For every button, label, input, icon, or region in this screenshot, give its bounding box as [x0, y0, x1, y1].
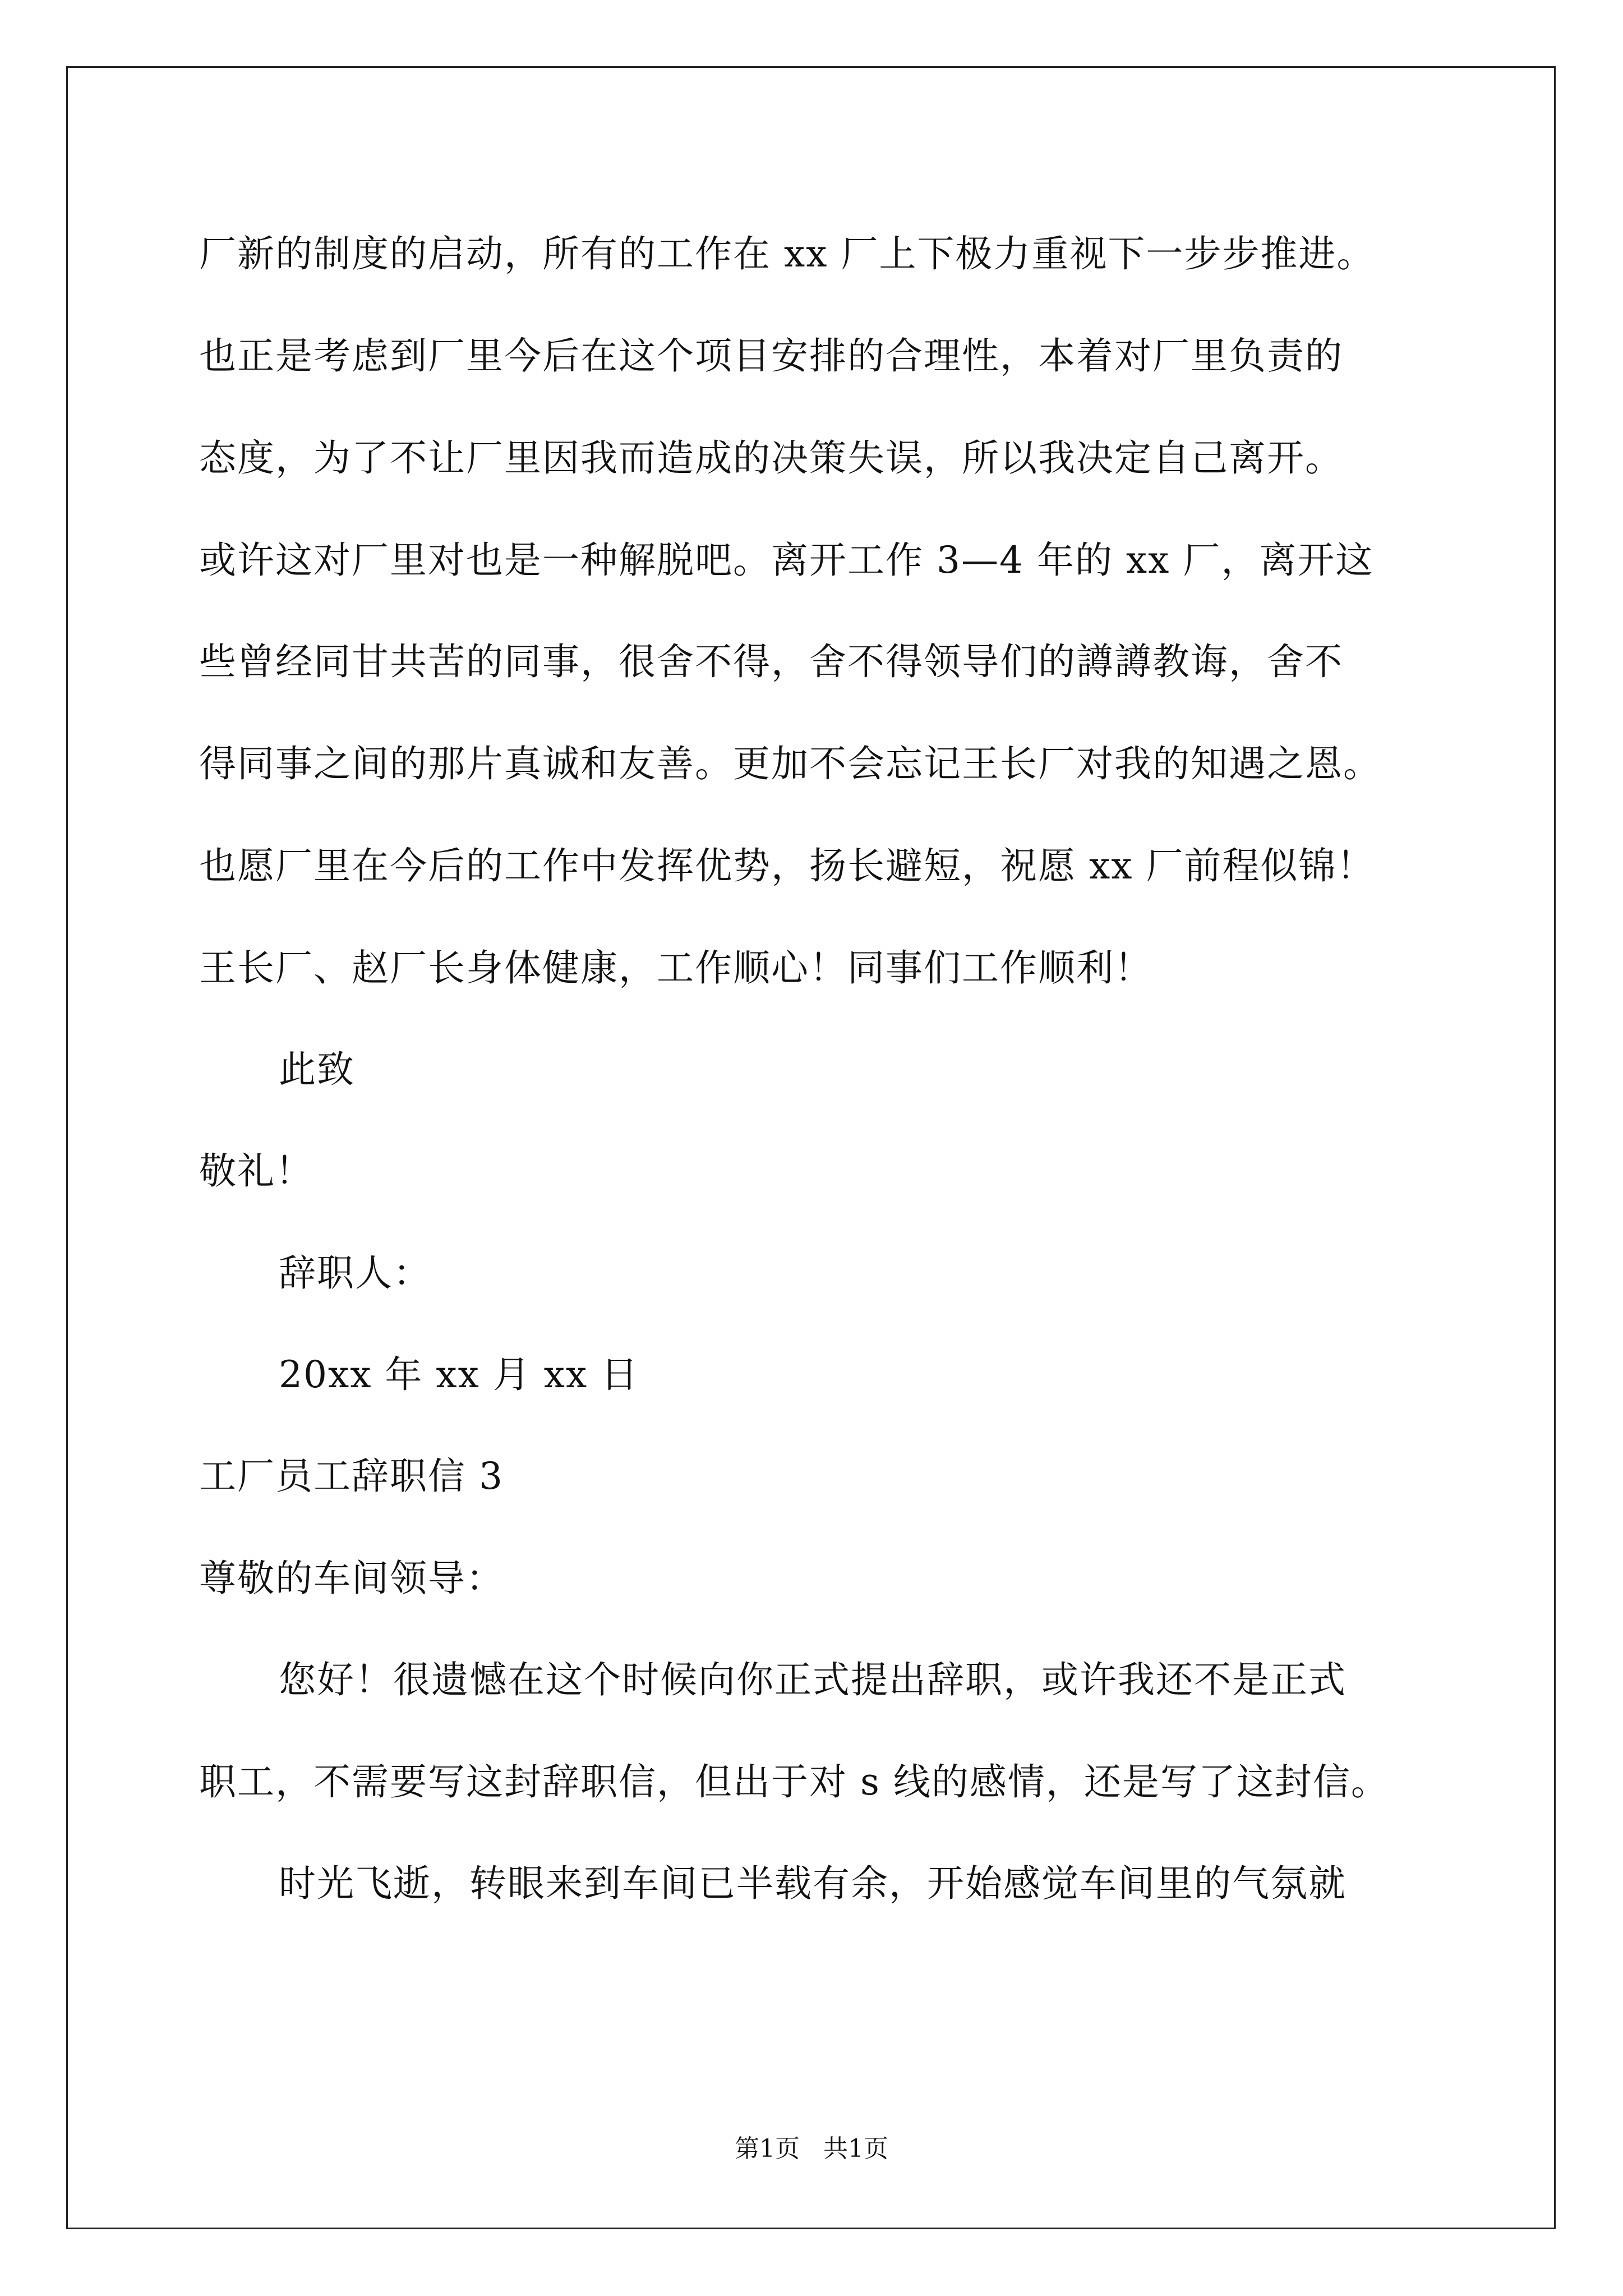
body-line: 也愿厂里在今后的工作中发挥优势，扬长避短，祝愿 xx 厂前程似锦！	[199, 844, 1375, 887]
date-text: 20xx 年 xx 月 xx 日	[279, 1353, 639, 1396]
salute-text: 敬礼！	[199, 1149, 313, 1193]
greeting-text: 尊敬的车间领导：	[199, 1557, 504, 1600]
letter-line: 您好！很遗憾在这个时候向你正式提出辞职，或许我还不是正式	[279, 1658, 1347, 1701]
body-line: 态度，为了不让厂里因我而造成的决策失误，所以我决定自己离开。	[199, 436, 1343, 480]
letter-line: 职工，不需要写这封辞职信，但出于对 s 线的感情，还是写了这封信。	[199, 1760, 1389, 1803]
body-line: 王长厂、赵厂长身体健康，工作顺心！同事们工作顺利！	[199, 946, 1152, 990]
body-line: 厂新的制度的启动，所有的工作在 xx 厂上下极力重视下一步步推进。	[199, 232, 1375, 275]
body-line: 或许这对厂里对也是一种解脱吧。离开工作 3—4 年的 xx 厂，离开这	[199, 539, 1374, 582]
body-line: 些曾经同甘共苦的同事，很舍不得，舍不得领导们的譐譐教诲，舍不	[199, 640, 1343, 683]
closing-text: 此致	[279, 1048, 355, 1091]
body-line: 得同事之间的那片真诚和友善。更加不会忘记王长厂对我的知遇之恩。	[199, 742, 1381, 785]
body-line: 也正是考虑到厂里今后在这个项目安排的合理性，本着对厂里负责的	[199, 334, 1343, 378]
page-footer: 第1页 共1页	[735, 2134, 888, 2163]
signature-label: 辞职人：	[279, 1251, 431, 1295]
section-title: 工厂员工辞职信 3	[199, 1455, 504, 1498]
letter-line: 时光飞逝，转眼来到车间已半载有余，开始感觉车间里的气氛就	[279, 1862, 1347, 1905]
